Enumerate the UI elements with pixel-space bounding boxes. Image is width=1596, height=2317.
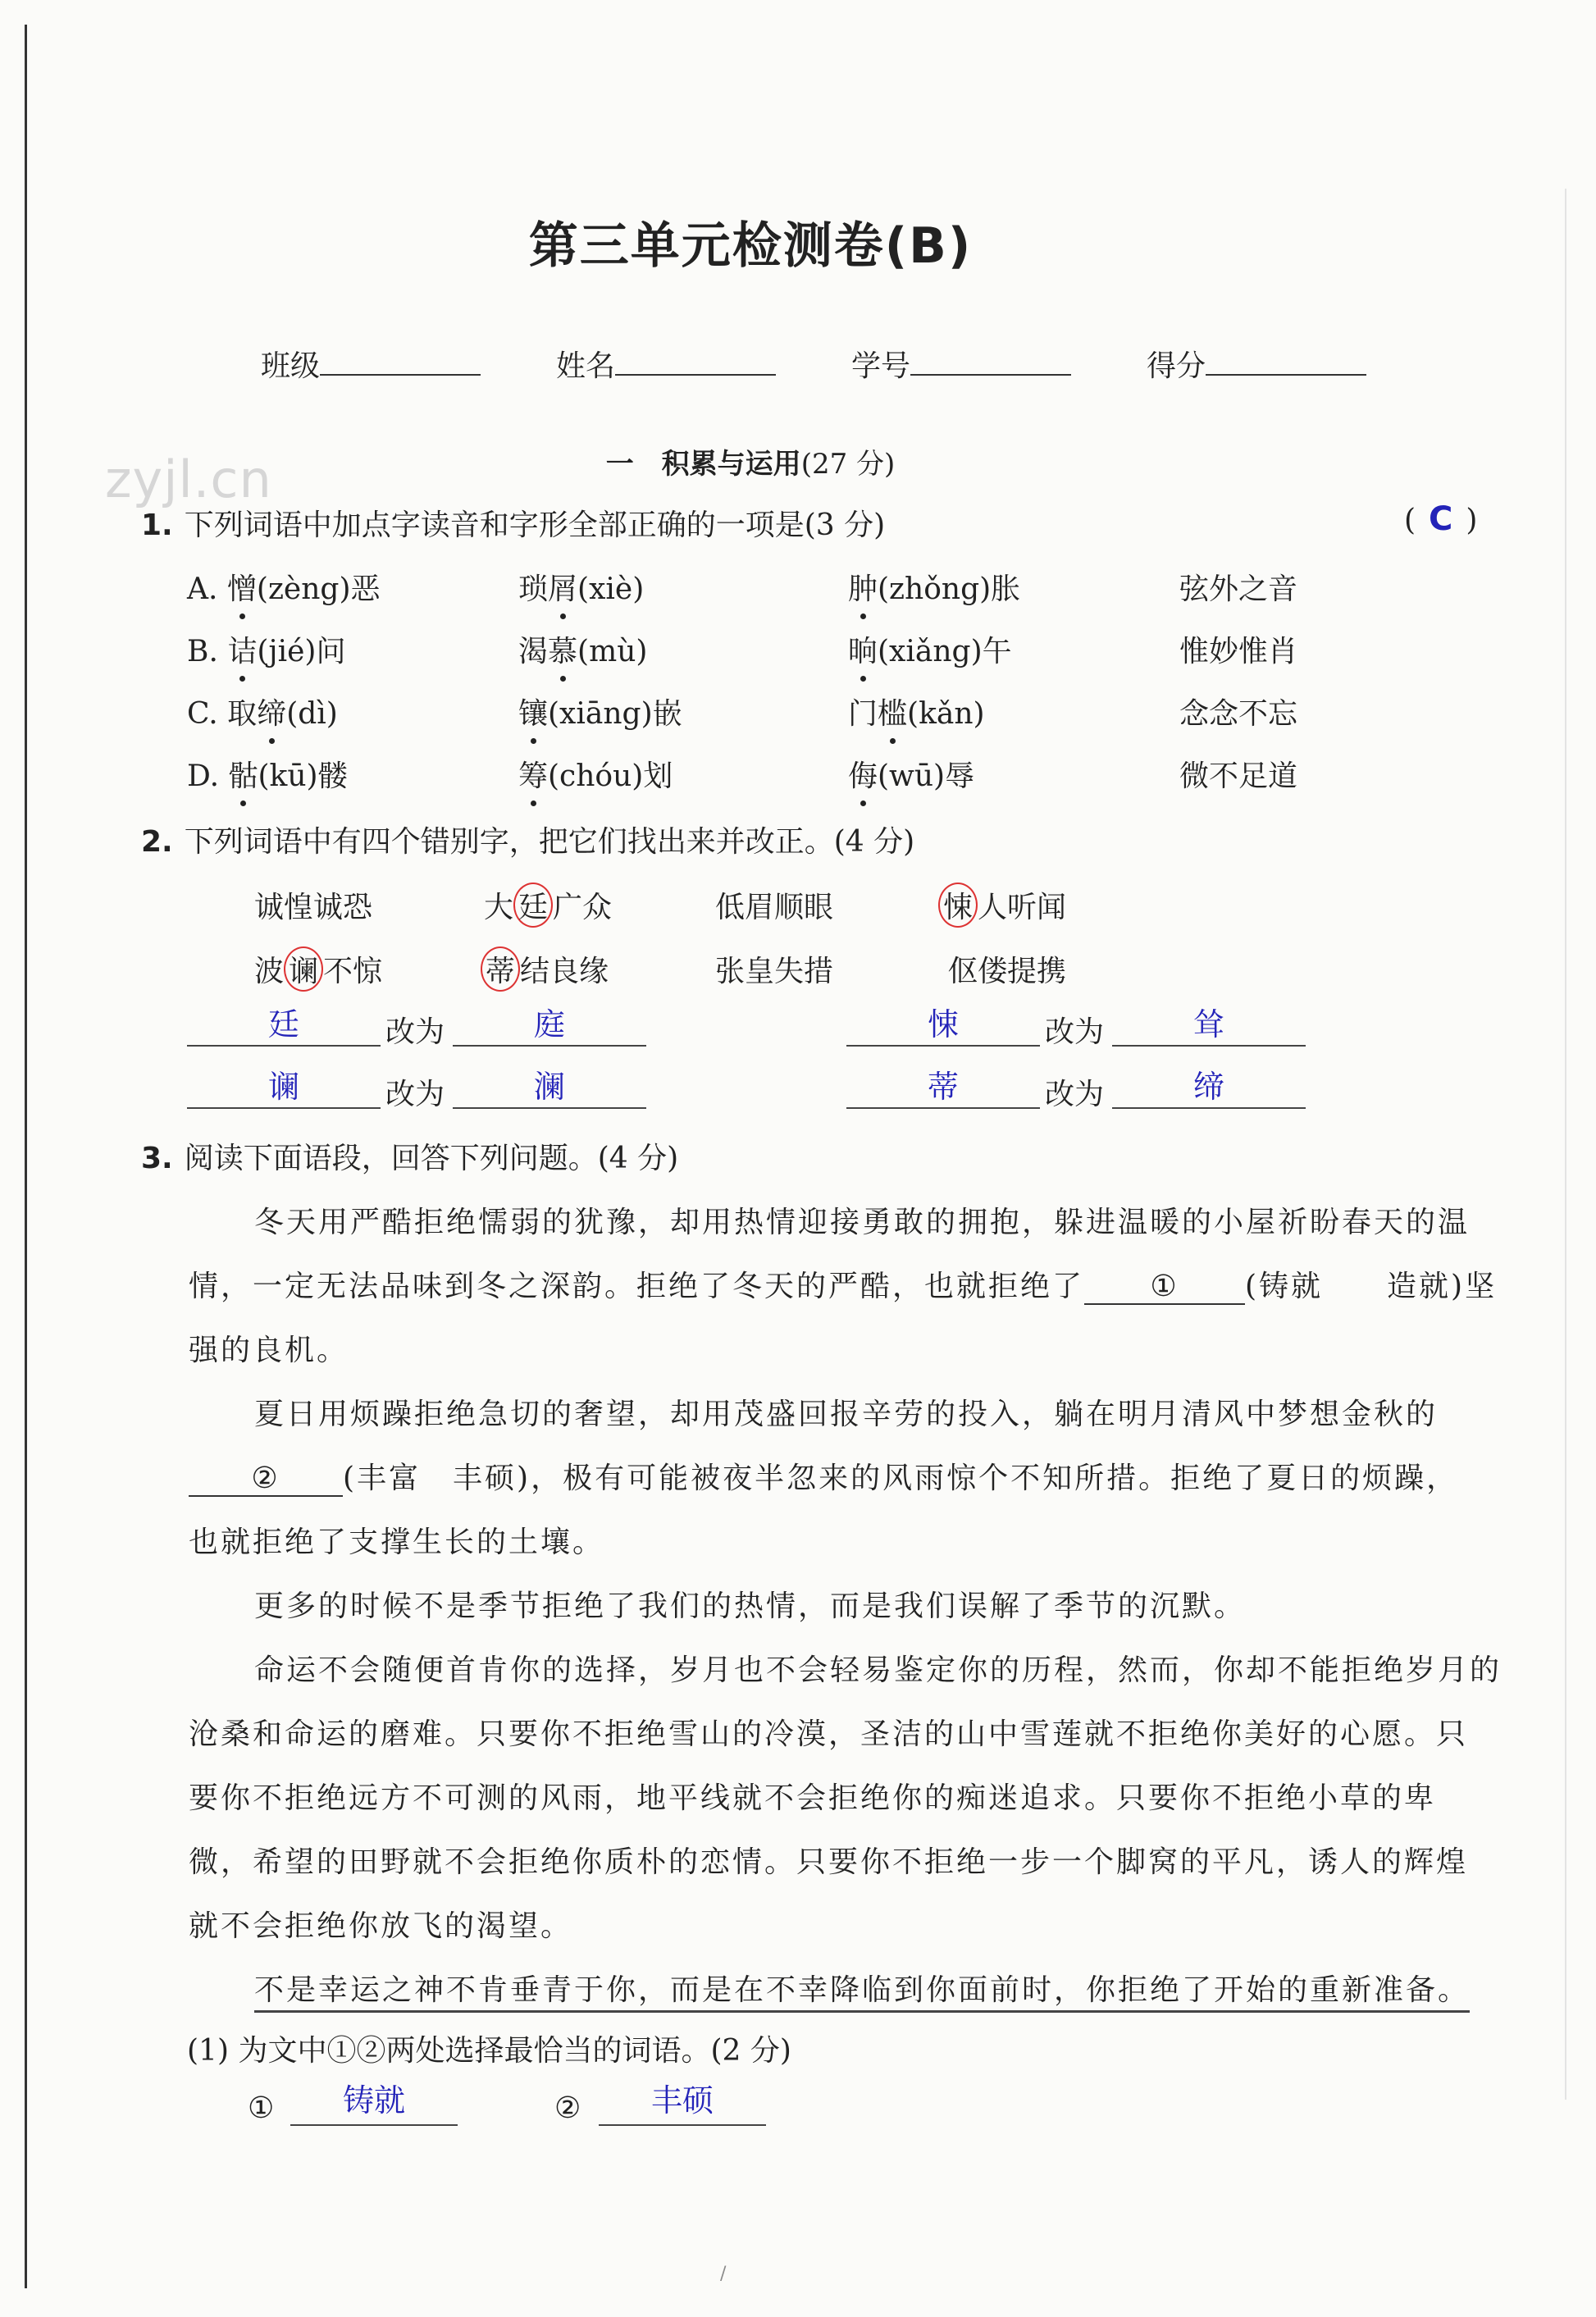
option-a[interactable]: A. 憎(zèng)恶 <box>187 566 381 608</box>
page-title: 第三单元检测卷(B) <box>528 217 973 275</box>
page-footer-mark: / <box>720 2264 727 2284</box>
dotted-char: 缔 <box>257 691 286 732</box>
passage-line: 要你不拒绝远方不可测的风雨，地平线就不会拒绝你的痴迷追求。只要你不拒绝小草的卑 <box>189 1781 1437 1815</box>
change-label: 改为 <box>385 1015 445 1049</box>
change-label: 改为 <box>1045 1078 1105 1111</box>
passage-line: 微，希望的田野就不会拒绝你质朴的恋情。只要你不拒绝一步一个脚窝的平凡，诱人的辉煌 <box>189 1845 1469 1879</box>
passage-line: 沧桑和命运的磨难。只要你不拒绝雪山的冷漠，圣洁的山中雪莲就不拒绝你美好的心愿。只 <box>189 1717 1469 1751</box>
error-circle: 谰 <box>284 946 323 992</box>
question-text: 下列词语中加点字读音和字形全部正确的一项是(3 分) <box>184 509 886 542</box>
option-word: 晌(xiǎng)午 <box>848 628 1012 670</box>
word-item: 诚惶诚恐 <box>254 891 373 924</box>
option-c[interactable]: C. 取缔(dì) <box>187 691 338 732</box>
dotted-char: 憎 <box>227 566 257 608</box>
option-word: 侮(wū)辱 <box>848 753 974 795</box>
class-blank[interactable] <box>320 374 481 376</box>
question-number: 1. <box>141 509 173 542</box>
wrong-char-blank[interactable]: 蒂 <box>846 1061 1040 1109</box>
student-id-blank[interactable] <box>910 374 1071 376</box>
question-1 <box>141 502 885 544</box>
section-label: 一 积累与运用 <box>605 448 801 481</box>
name-label: 姓名 <box>556 349 616 383</box>
change-label: 改为 <box>1045 1015 1105 1049</box>
change-label: 改为 <box>385 1078 445 1111</box>
score-blank[interactable] <box>1206 374 1366 376</box>
option-word: 门槛(kǎn) <box>848 691 985 732</box>
word-item: 伛偻提携 <box>948 955 1067 988</box>
option-b[interactable]: B. 诘(jié)问 <box>187 628 345 670</box>
correct-char-blank[interactable]: 庭 <box>453 999 646 1047</box>
passage-line: 就不会拒绝你放飞的渴望。 <box>189 1909 573 1943</box>
answer-choice: C <box>1429 500 1453 538</box>
binding-margin-line <box>25 25 27 2288</box>
sub-answer-label: ① <box>248 2091 275 2125</box>
section-score: (27 分) <box>800 448 896 481</box>
student-id-label: 学号 <box>851 349 911 383</box>
passage-line: 命运不会随便首肯你的选择，岁月也不会轻易鉴定你的历程，然而，你却不能拒绝岁月的 <box>254 1653 1503 1687</box>
passage-line: 夏日用烦躁拒绝急切的奢望，却用茂盛回报辛劳的投入，躺在明月清风中梦想金秋的 <box>254 1398 1439 1431</box>
question-text: 阅读下面语段，回答下列问题。(4 分) <box>184 1142 679 1175</box>
dotted-char: 侮 <box>848 753 878 795</box>
option-word: 筹(chóu)划 <box>518 753 673 795</box>
dotted-char: 慕 <box>548 628 577 670</box>
class-label: 班级 <box>261 349 321 383</box>
option-word: 镶(xiāng)嵌 <box>518 691 682 732</box>
passage-line: 也就拒绝了支撑生长的土壤。 <box>189 1526 605 1559</box>
passage-line: 情，一定无法品味到冬之深韵。拒绝了冬天的严酷，也就拒绝了 ① (铸就 造就)坚 <box>189 1270 1498 1303</box>
name-field <box>556 343 776 385</box>
passage-line: 强的良机。 <box>189 1334 349 1367</box>
option-word: 琐屑(xiè) <box>518 566 644 608</box>
student-id-field <box>851 343 1071 385</box>
option-word: 念念不忘 <box>1179 697 1298 731</box>
wrong-char-blank[interactable]: 谰 <box>187 1061 381 1109</box>
question-3 <box>141 1135 678 1177</box>
correct-char-blank[interactable]: 耸 <box>1112 999 1306 1047</box>
passage-blank-1: ① <box>1084 1270 1245 1305</box>
error-circle: 廷 <box>513 883 553 928</box>
dotted-char: 筹 <box>518 753 548 795</box>
passage-line: 冬天用严酷拒绝懦弱的犹豫，却用热情迎接勇敢的拥抱，躲进温暖的小屋祈盼春天的温 <box>254 1206 1471 1239</box>
error-circle: 悚 <box>938 883 978 928</box>
score-label: 得分 <box>1147 349 1206 383</box>
correct-char-blank[interactable]: 缔 <box>1112 1061 1306 1109</box>
question-text: 下列词语中有四个错别字，把它们找出来并改正。(4 分) <box>184 825 915 859</box>
underlined-sentence: 不是幸运之神不肯垂青于你，而是在不幸降临到你面前时，你拒绝了开始的重新准备。 <box>254 1967 1470 2009</box>
sub-answer-blank-2[interactable]: 丰硕 <box>599 2075 766 2126</box>
word-item: 大 廷 广众 <box>484 884 612 926</box>
question-number: 3. <box>141 1142 173 1175</box>
class-field <box>261 343 481 385</box>
question-number: 2. <box>141 825 173 859</box>
name-blank[interactable] <box>615 374 776 376</box>
dotted-char: 镶 <box>518 691 548 732</box>
answer-paren: ( C ) <box>1404 500 1478 538</box>
word-item: 蒂 结良缘 <box>481 948 609 990</box>
word-item: 低眉顺眼 <box>715 891 834 924</box>
wrong-char-blank[interactable]: 悚 <box>846 999 1040 1047</box>
section-heading <box>0 441 1501 481</box>
wrong-char-blank[interactable]: 廷 <box>187 999 381 1047</box>
sub-question-1: (1) 为文中①②两处选择最恰当的词语。(2 分) <box>187 2034 791 2068</box>
option-word: 渴慕(mù) <box>518 628 647 670</box>
option-word: 肿(zhǒng)胀 <box>848 566 1020 608</box>
word-item: 波 谰 不惊 <box>254 948 382 990</box>
word-item: 张皇失措 <box>715 955 834 988</box>
dotted-char: 诘 <box>227 628 257 670</box>
dotted-char: 屑 <box>548 566 577 608</box>
sub-answer-label: ② <box>554 2091 581 2125</box>
dotted-char: 晌 <box>848 628 878 670</box>
dotted-char: 槛 <box>878 691 907 732</box>
error-circle: 蒂 <box>481 946 520 992</box>
option-d[interactable]: D. 骷(kū)髅 <box>187 753 348 795</box>
watermark: zyjl.cn <box>105 449 272 509</box>
sub-answer-blank-1[interactable]: 铸就 <box>290 2075 458 2126</box>
passage-line: 更多的时候不是季节拒绝了我们的热情，而是我们误解了季节的沉默。 <box>254 1590 1247 1623</box>
correct-char-blank[interactable]: 澜 <box>453 1061 646 1109</box>
question-2 <box>141 819 914 860</box>
dotted-char: 骷 <box>228 753 258 795</box>
word-item: 悚 人听闻 <box>938 884 1066 926</box>
option-word: 微不足道 <box>1179 759 1298 793</box>
score-field <box>1147 343 1366 385</box>
option-word: 弦外之音 <box>1179 572 1298 606</box>
passage-blank-2: ② <box>189 1462 343 1497</box>
page-edge-line <box>1565 189 1566 2100</box>
passage-line: ② (丰富 丰硕)，极有可能被夜半忽来的风雨惊个不知所措。拒绝了夏日的烦躁， <box>189 1455 1458 1497</box>
dotted-char: 肿 <box>848 566 878 608</box>
option-word: 惟妙惟肖 <box>1179 635 1298 668</box>
